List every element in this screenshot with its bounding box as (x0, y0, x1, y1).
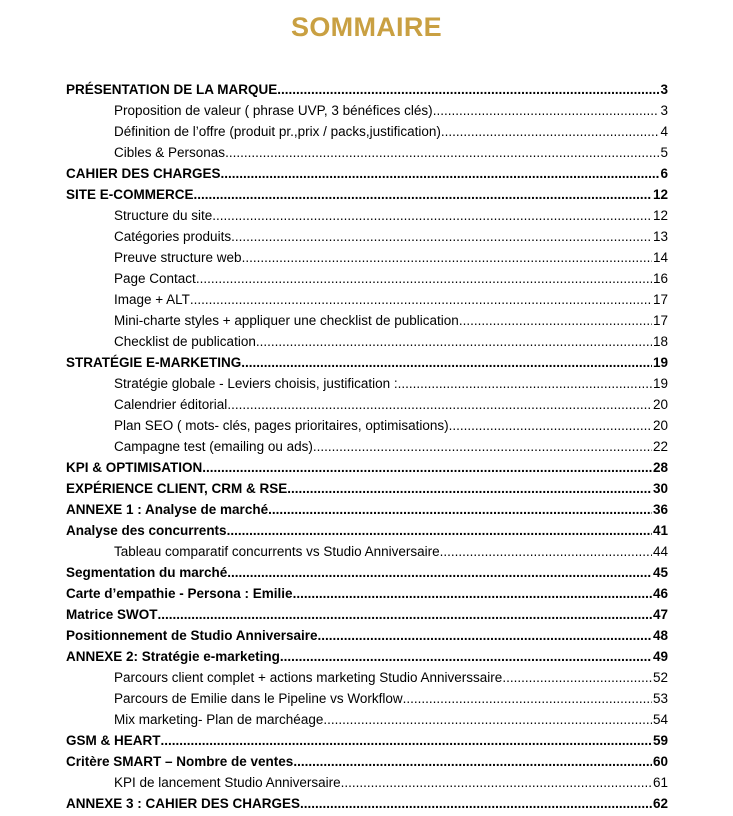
toc-entry-page-number: 3 (660, 103, 668, 118)
toc-entry-page-number: 12 (652, 187, 668, 202)
toc-entry-label: SITE E-COMMERCE (66, 187, 194, 202)
dot-leader (225, 142, 659, 163)
toc-entry[interactable] (66, 646, 668, 667)
toc-entry-page-number: 48 (652, 628, 668, 643)
toc-entry-label: PRÉSENTATION DE LA MARQUE (66, 82, 278, 97)
toc-entry-label: Critère SMART – Nombre de ventes (66, 754, 294, 769)
dot-leader (323, 709, 652, 730)
toc-entry[interactable] (66, 247, 668, 268)
toc-entry-page-number: 36 (652, 502, 668, 517)
toc-entry-page-number: 14 (652, 250, 668, 265)
dot-leader (277, 79, 659, 100)
toc-entry[interactable] (66, 310, 668, 331)
toc-entry-page-number: 4 (660, 124, 668, 139)
toc-entry[interactable] (66, 793, 668, 814)
toc-entry[interactable] (66, 100, 668, 121)
toc-entry-label: Mix marketing- Plan de marchéage (114, 712, 324, 727)
toc-entry[interactable] (66, 688, 668, 709)
toc-entry-page-number: 16 (652, 271, 668, 286)
toc-entry[interactable] (66, 268, 668, 289)
toc-entry-page-number: 28 (652, 460, 668, 475)
dot-leader (227, 562, 652, 583)
toc-entry[interactable] (66, 730, 668, 751)
dot-leader (313, 436, 652, 457)
toc-entry-page-number: 19 (652, 355, 668, 370)
toc-entry-label: GSM & HEART (66, 733, 161, 748)
toc-entry[interactable] (66, 478, 668, 499)
toc-entry[interactable] (66, 604, 668, 625)
toc-entry[interactable] (66, 394, 668, 415)
toc-entry-label: Calendrier éditorial (114, 397, 228, 412)
dot-leader (433, 100, 660, 121)
dot-leader (449, 415, 652, 436)
toc-entry-label: Structure du site (114, 208, 213, 223)
toc-entry-label: ANNEXE 2: Stratégie e-marketing (66, 649, 280, 664)
toc-entry[interactable] (66, 709, 668, 730)
toc-entry-page-number: 22 (652, 439, 668, 454)
toc-entry-page-number: 52 (652, 670, 668, 685)
toc-entry[interactable] (66, 226, 668, 247)
toc-entry-label: Proposition de valeur ( phrase UVP, 3 bénéfices clés) (114, 103, 433, 118)
dot-leader (341, 772, 652, 793)
toc-entry-page-number: 17 (652, 292, 668, 307)
toc-entry-label: CAHIER DES CHARGES (66, 166, 221, 181)
toc-entry-label: KPI & OPTIMISATION (66, 460, 203, 475)
toc-entry[interactable] (66, 562, 668, 583)
toc-entry-page-number: 12 (652, 208, 668, 223)
toc-entry[interactable] (66, 520, 668, 541)
table-of-contents (66, 79, 668, 814)
toc-entry[interactable] (66, 436, 668, 457)
page-title: SOMMAIRE (291, 12, 442, 42)
toc-entry-page-number: 62 (652, 796, 668, 811)
dot-leader (158, 604, 652, 625)
toc-entry-label: Carte d’empathie - Persona : Emilie (66, 586, 293, 601)
toc-entry[interactable] (66, 667, 668, 688)
dot-leader (440, 541, 652, 562)
toc-entry-label: EXPÉRIENCE CLIENT, CRM & RSE (66, 481, 288, 496)
dot-leader (441, 121, 660, 142)
toc-entry[interactable] (66, 142, 668, 163)
toc-entry-label: Parcours client complet + actions marketing Studio Anniverssaire (114, 670, 503, 685)
toc-entry-page-number: 5 (660, 145, 668, 160)
toc-entry-page-number: 41 (652, 523, 668, 538)
toc-entry-page-number: 13 (652, 229, 668, 244)
toc-entry-label: Analyse des concurrents (66, 523, 227, 538)
dot-leader (196, 268, 652, 289)
toc-entry-page-number: 54 (652, 712, 668, 727)
dot-leader (161, 730, 652, 751)
toc-entry-label: Stratégie globale - Leviers choisis, justification : (114, 376, 398, 391)
toc-entry-label: Mini-charte styles + appliquer une checklist de publication (114, 313, 459, 328)
toc-entry[interactable] (66, 415, 668, 436)
toc-entry[interactable] (66, 163, 668, 184)
toc-entry-page-number: 20 (652, 397, 668, 412)
toc-entry-label: Positionnement de Studio Anniversaire (66, 628, 318, 643)
toc-entry-label: STRATÉGIE E-MARKETING (66, 355, 242, 370)
dot-leader (190, 289, 652, 310)
dot-leader (502, 667, 652, 688)
toc-entry-page-number: 30 (652, 481, 668, 496)
dot-leader (194, 184, 652, 205)
toc-entry[interactable] (66, 499, 668, 520)
toc-entry-label: Plan SEO ( mots- clés, pages prioritaires, optimisations) (114, 418, 449, 433)
toc-entry-label: Campagne test (emailing ou ads) (114, 439, 313, 454)
toc-entry-label: Image + ALT (114, 292, 190, 307)
dot-leader (227, 394, 652, 415)
toc-entry[interactable] (66, 541, 668, 562)
toc-entry[interactable] (66, 457, 668, 478)
toc-entry-page-number: 46 (652, 586, 668, 601)
dot-leader (280, 646, 652, 667)
toc-entry-label: Définition de l’offre (produit pr.,prix / packs,justification) (114, 124, 441, 139)
dot-leader (242, 247, 652, 268)
dot-leader (293, 751, 652, 772)
dot-leader (459, 310, 652, 331)
dot-leader (241, 352, 652, 373)
toc-entry-page-number: 18 (652, 334, 668, 349)
toc-entry-page-number: 49 (652, 649, 668, 664)
toc-entry-page-number: 60 (652, 754, 668, 769)
toc-entry-page-number: 59 (652, 733, 668, 748)
dot-leader (300, 793, 652, 814)
toc-entry-label: ANNEXE 3 : CAHIER DES CHARGES (66, 796, 301, 811)
toc-entry[interactable] (66, 184, 668, 205)
toc-entry-page-number: 17 (652, 313, 668, 328)
toc-entry-page-number: 44 (652, 544, 668, 559)
toc-entry[interactable] (66, 625, 668, 646)
dot-leader (318, 625, 652, 646)
toc-entry-page-number: 19 (652, 376, 668, 391)
dot-leader (227, 520, 652, 541)
toc-entry-label: Preuve structure web (114, 250, 242, 265)
toc-entry-label: Matrice SWOT (66, 607, 158, 622)
toc-entry[interactable] (66, 751, 668, 772)
toc-entry-page-number: 61 (652, 775, 668, 790)
toc-entry-label: Catégories produits (114, 229, 232, 244)
toc-entry-page-number: 20 (652, 418, 668, 433)
toc-entry[interactable] (66, 205, 668, 226)
toc-entry[interactable] (66, 121, 668, 142)
toc-entry-page-number: 47 (652, 607, 668, 622)
toc-entry-label: Page Contact (114, 271, 196, 286)
dot-leader (268, 499, 652, 520)
dot-leader (202, 457, 652, 478)
toc-entry-label: Cibles & Personas (114, 145, 226, 160)
dot-leader (287, 478, 652, 499)
toc-entry[interactable] (66, 352, 668, 373)
dot-leader (293, 583, 652, 604)
toc-entry[interactable] (66, 79, 668, 100)
toc-entry-label: KPI de lancement Studio Anniversaire (114, 775, 341, 790)
toc-entry-label: Segmentation du marché (66, 565, 228, 580)
toc-entry-page-number: 3 (660, 82, 668, 97)
dot-leader (256, 331, 652, 352)
toc-entry-label: ANNEXE 1 : Analyse de marché (66, 502, 269, 517)
toc-entry-page-number: 45 (652, 565, 668, 580)
toc-entry-page-number: 6 (660, 166, 668, 181)
toc-entry[interactable] (66, 331, 668, 352)
toc-entry[interactable] (66, 583, 668, 604)
toc-entry-page-number: 53 (652, 691, 668, 706)
dot-leader (221, 163, 660, 184)
dot-leader (212, 205, 652, 226)
toc-entry-label: Tableau comparatif concurrents vs Studio Anniversaire (114, 544, 440, 559)
toc-entry[interactable] (66, 772, 668, 793)
dot-leader (231, 226, 652, 247)
toc-entry-label: Parcours de Emilie dans le Pipeline vs Workflow (114, 691, 403, 706)
toc-entry[interactable] (66, 373, 668, 394)
dot-leader (398, 373, 652, 394)
toc-entry-label: Checklist de publication (114, 334, 256, 349)
toc-entry[interactable] (66, 289, 668, 310)
dot-leader (403, 688, 652, 709)
